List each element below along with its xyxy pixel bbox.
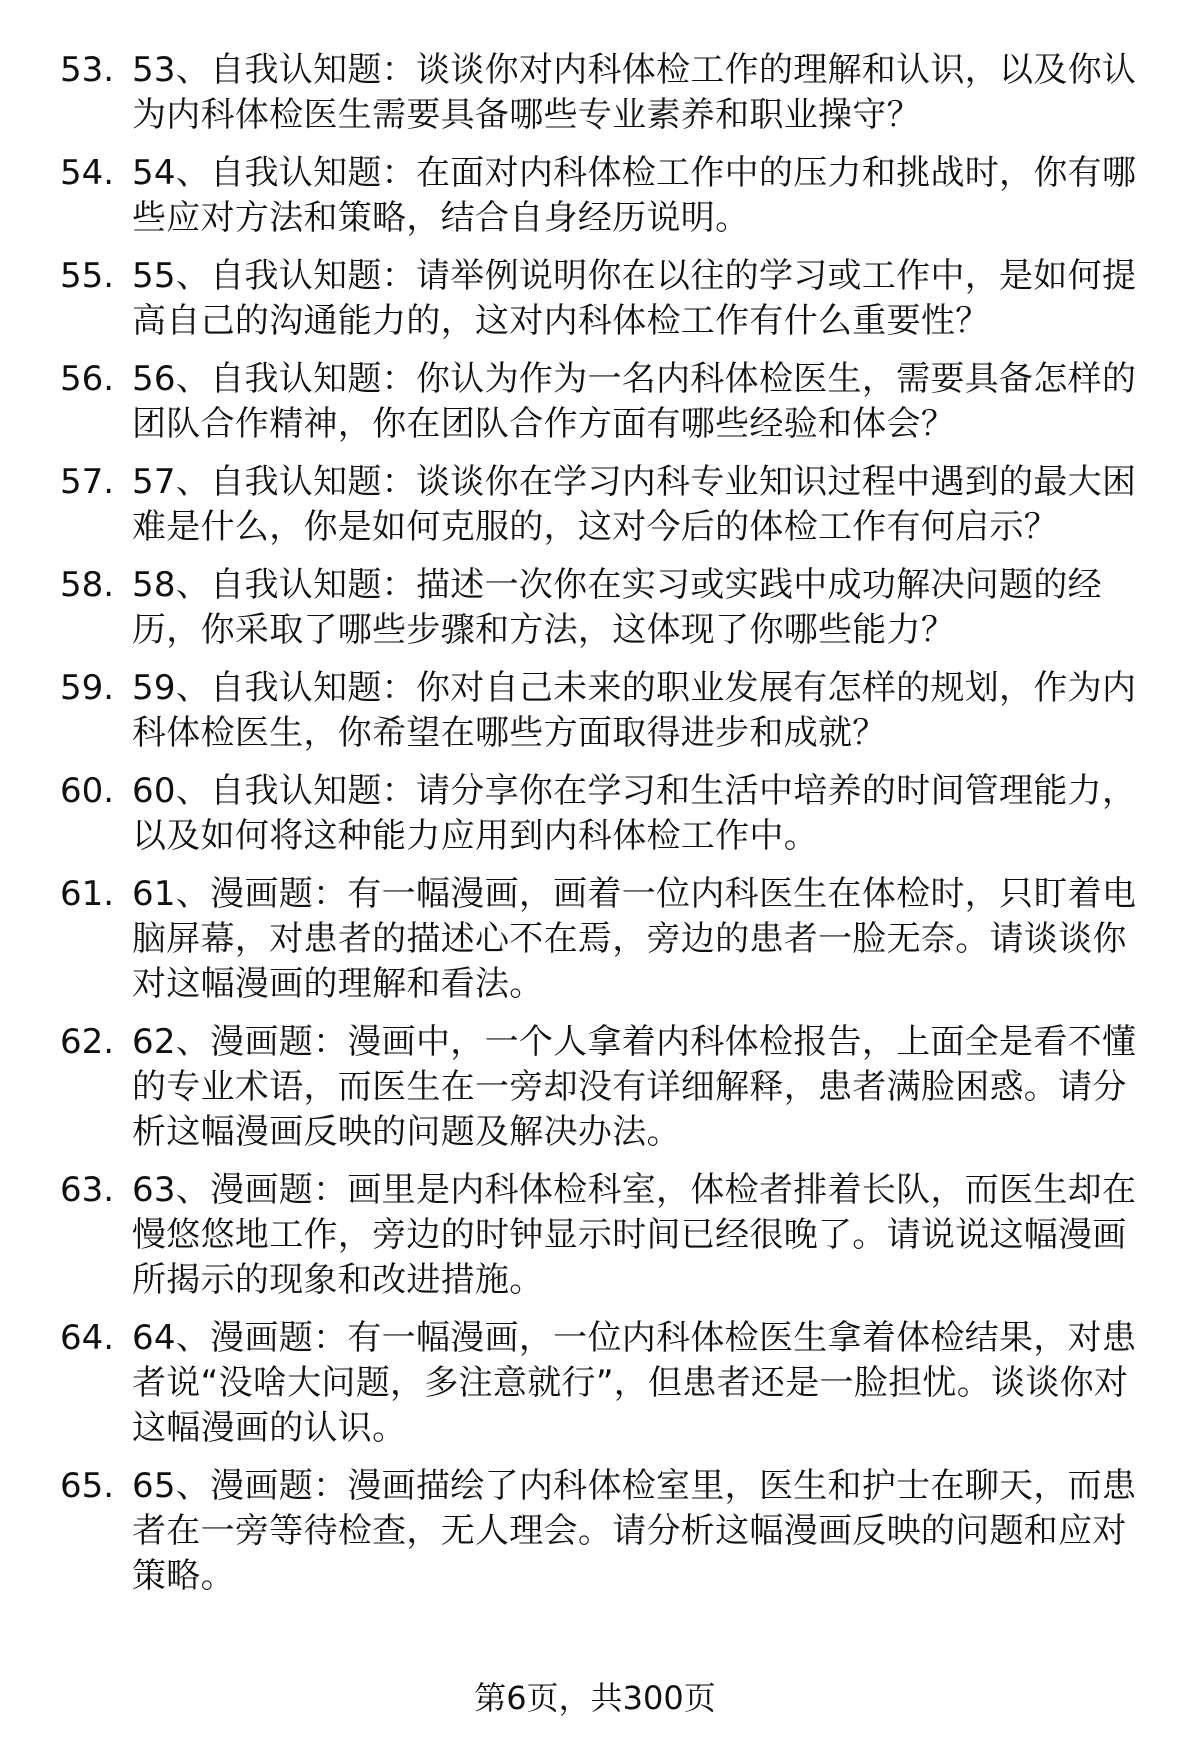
question-number: 61. <box>60 874 115 914</box>
question-item-61 <box>60 872 1150 1007</box>
question-list <box>60 48 1150 1612</box>
question-text: 54、自我认知题：在面对内科体检工作中的压力和挑战时，你有哪些应对方法和策略，结合自身经历说明。 <box>132 153 1137 238</box>
question-number: 58. <box>60 565 115 605</box>
question-number: 57. <box>60 462 115 502</box>
question-number: 56. <box>60 359 115 399</box>
question-text: 65、漫画题：漫画描绘了内科体检室里，医生和护士在聊天，而患者在一旁等待检查，无人理会。请分析这幅漫画反映的问题和应对策略。 <box>132 1466 1137 1596</box>
question-number: 65. <box>60 1466 115 1506</box>
question-text: 60、自我认知题：请分享你在学习和生活中培养的时间管理能力，以及如何将这种能力应用到内科体检工作中。 <box>132 771 1137 856</box>
question-number: 64. <box>60 1318 115 1358</box>
question-item-55 <box>60 254 1150 344</box>
question-item-58 <box>60 563 1150 653</box>
question-item-59 <box>60 666 1150 756</box>
question-number: 63. <box>60 1170 115 1210</box>
question-number: 59. <box>60 668 115 708</box>
question-item-63 <box>60 1168 1150 1303</box>
question-text: 64、漫画题：有一幅漫画，一位内科体检医生拿着体检结果，对患者说“没啥大问题，多注意就行”，但患者还是一脸担忧。谈谈你对这幅漫画的认识。 <box>132 1318 1137 1448</box>
question-text: 57、自我认知题：谈谈你在学习内科专业知识过程中遇到的最大困难是什么，你是如何克服的，这对今后的体检工作有何启示？ <box>132 462 1137 547</box>
question-item-57 <box>60 460 1150 550</box>
question-number: 54. <box>60 153 115 193</box>
question-item-60 <box>60 769 1150 859</box>
question-number: 62. <box>60 1022 115 1062</box>
question-text: 56、自我认知题：你认为作为一名内科体检医生，需要具备怎样的团队合作精神，你在团队合作方面有哪些经验和体会？ <box>132 359 1137 444</box>
question-text: 61、漫画题：有一幅漫画，画着一位内科医生在体检时，只盯着电脑屏幕，对患者的描述心不在焉，旁边的患者一脸无奈。请谈谈你对这幅漫画的理解和看法。 <box>132 874 1137 1004</box>
question-item-65 <box>60 1464 1150 1599</box>
question-number: 53. <box>60 50 115 90</box>
question-text: 53、自我认知题：谈谈你对内科体检工作的理解和认识，以及你认为内科体检医生需要具备哪些专业素养和职业操守？ <box>132 50 1137 135</box>
question-number: 60. <box>60 771 115 811</box>
question-text: 59、自我认知题：你对自己未来的职业发展有怎样的规划，作为内科体检医生，你希望在哪些方面取得进步和成就？ <box>132 668 1137 753</box>
question-text: 62、漫画题：漫画中，一个人拿着内科体检报告，上面全是看不懂的专业术语，而医生在一旁却没有详细解释，患者满脸困惑。请分析这幅漫画反映的问题及解决办法。 <box>132 1022 1137 1152</box>
question-text: 55、自我认知题：请举例说明你在以往的学习或工作中，是如何提高自己的沟通能力的，这对内科体检工作有什么重要性？ <box>132 256 1137 341</box>
question-item-53 <box>60 48 1150 138</box>
question-text: 58、自我认知题：描述一次你在实习或实践中成功解决问题的经历，你采取了哪些步骤和方法，这体现了你哪些能力？ <box>132 565 1102 650</box>
page-footer: 第6页，共300页 <box>474 1679 716 1717</box>
question-number: 55. <box>60 256 115 296</box>
question-item-62 <box>60 1020 1150 1155</box>
question-item-64 <box>60 1316 1150 1451</box>
question-item-54 <box>60 151 1150 241</box>
question-text: 63、漫画题：画里是内科体检科室，体检者排着长队，而医生却在慢悠悠地工作，旁边的时钟显示时间已经很晚了。请说说这幅漫画所揭示的现象和改进措施。 <box>132 1170 1137 1300</box>
question-item-56 <box>60 357 1150 447</box>
